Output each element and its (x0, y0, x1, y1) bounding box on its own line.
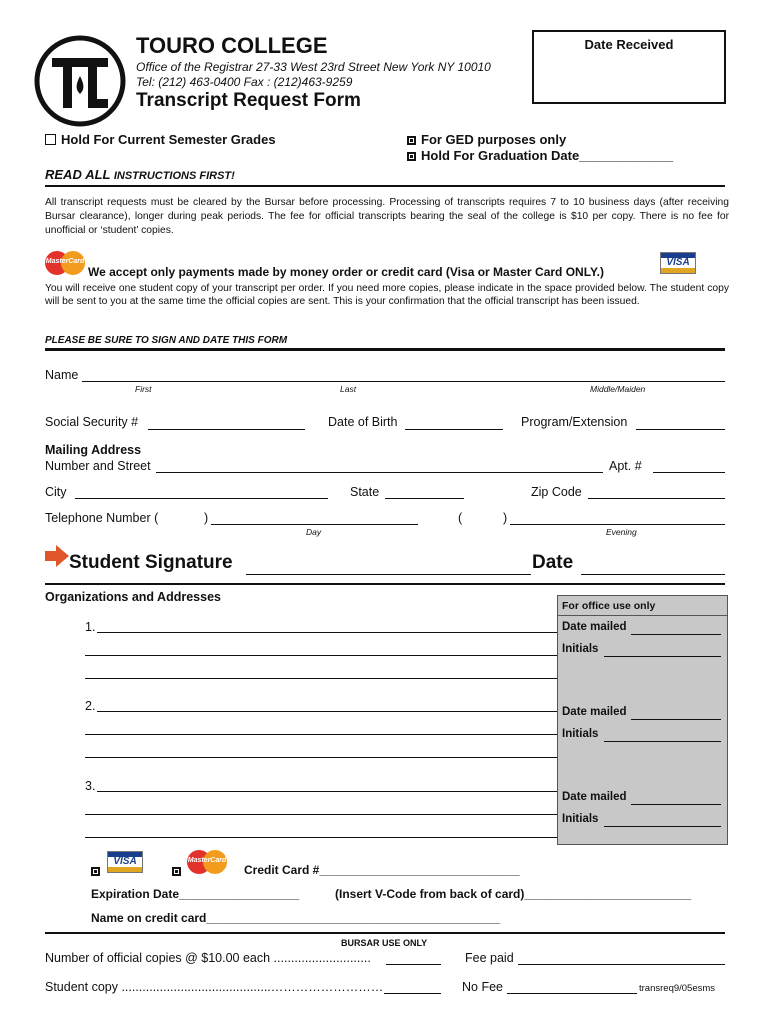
state-label: State (350, 485, 380, 499)
hold-graduation-checkbox[interactable] (407, 152, 416, 161)
fee-paid-input[interactable] (518, 964, 725, 965)
student-copy-input[interactable] (384, 993, 441, 994)
signature-rule (45, 583, 725, 585)
initials-2-label: Initials (562, 728, 599, 740)
ged-label: For GED purposes only (421, 132, 567, 147)
org-1-line-3[interactable] (85, 678, 557, 679)
heading-rest: INSTRUCTIONS FIRST! (113, 170, 235, 182)
dob-input[interactable] (405, 429, 503, 430)
org-2-line-2[interactable] (85, 734, 557, 735)
registrar-phone: Tel: (212) 463-0400 Fax : (212)463-9259 (136, 75, 353, 89)
heading-read: READ (45, 167, 82, 182)
last-name-caption: Last (340, 384, 357, 394)
instructions-heading (45, 167, 235, 182)
day-area-close: ) (204, 511, 209, 525)
signature-date-input[interactable] (581, 574, 725, 575)
visa-card-icon-text: VISA (113, 856, 137, 867)
mailing-address-heading: Mailing Address (45, 443, 142, 457)
ged-option[interactable] (407, 132, 566, 147)
signature-date-label: Date (532, 552, 574, 573)
evening-phone-input[interactable] (510, 524, 725, 525)
state-input[interactable] (385, 498, 464, 499)
office-use-divider (558, 615, 727, 616)
mastercard-card-icon-text: MasterCard (187, 857, 227, 864)
ssn-label: Social Security # (45, 415, 139, 429)
credit-card-number-field[interactable]: Credit Card #______________________________ (244, 863, 520, 877)
ssn-input[interactable] (148, 429, 305, 430)
city-input[interactable] (75, 498, 328, 499)
apt-label: Apt. # (609, 459, 642, 473)
vcode-field[interactable]: (Insert V-Code from back of card)_________________________ (335, 887, 692, 901)
student-copy-paragraph: You will receive one student copy of your transcript per order. If you need more copies, please indicate in the space provided below. The student copy will be sent to you at the same time the official copies are sent. This is your confirmation that the official transcript has been issued. (45, 283, 729, 307)
initials-1-input[interactable] (604, 656, 721, 657)
middle-name-caption: Middle/Maiden (590, 384, 646, 394)
street-label: Number and Street (45, 459, 151, 473)
college-logo (33, 34, 127, 133)
org-1-line-2[interactable] (85, 655, 557, 656)
street-input[interactable] (156, 472, 603, 473)
org-1-line-1[interactable] (97, 632, 557, 633)
date-mailed-3-input[interactable] (631, 804, 721, 805)
day-caption: Day (306, 527, 322, 537)
hold-grades-label: Hold For Current Semester Grades (61, 132, 276, 147)
mastercard-logo-text: MasterCard (45, 258, 85, 265)
dob-label: Date of Birth (328, 415, 398, 429)
org-3-line-2[interactable] (85, 814, 557, 815)
first-name-caption: First (135, 384, 152, 394)
hold-graduation-label: Hold For Graduation Date_____________ (421, 148, 674, 163)
form-code: transreq9/05esms (639, 983, 716, 994)
hold-grades-checkbox[interactable] (45, 134, 56, 145)
instructions-paragraph: All transcript requests must be cleared by the Bursar before processing. Processing of transcripts requires 7 to 10 business days (after receiving Bursar clearance), longer during peak periods. The fee for official transcripts bearing the seal of the college is $10 per copy. There is no fee for unofficial or ‘student’ copies. (45, 197, 729, 236)
sign-date-note: PLEASE BE SURE TO SIGN AND DATE THIS FORM (45, 335, 288, 346)
sign-note-rule (45, 348, 725, 351)
instructions-underline (45, 185, 725, 187)
name-on-card-field[interactable]: Name on credit card____________________________________________ (91, 911, 501, 925)
date-received-box (532, 30, 726, 104)
initials-1-label: Initials (562, 643, 599, 655)
office-use-box (557, 595, 728, 845)
visa-logo-text: VISA (666, 257, 690, 268)
signature-input[interactable] (246, 574, 531, 575)
initials-3-label: Initials (562, 813, 599, 825)
program-label: Program/Extension (521, 415, 628, 429)
evening-caption: Evening (606, 527, 637, 537)
bursar-rule (45, 932, 725, 934)
org-1-number: 1. (85, 620, 96, 634)
org-2-line-1[interactable] (97, 711, 557, 712)
date-mailed-2-input[interactable] (631, 719, 721, 720)
apt-input[interactable] (653, 472, 725, 473)
org-3-line-1[interactable] (97, 791, 557, 792)
zip-input[interactable] (588, 498, 725, 499)
date-mailed-1-label: Date mailed (562, 621, 627, 633)
program-input[interactable] (636, 429, 725, 430)
arrow-icon (45, 545, 69, 572)
mastercard-checkbox-box[interactable] (172, 867, 181, 876)
hold-grades-option[interactable] (45, 132, 276, 147)
no-fee-input[interactable] (507, 993, 637, 994)
office-use-title: For office use only (562, 600, 656, 612)
date-mailed-1-input[interactable] (631, 634, 721, 635)
date-mailed-3-label: Date mailed (562, 791, 627, 803)
payment-methods-notice: We accept only payments made by money order or credit card (Visa or Master Card ONLY.) (88, 265, 604, 279)
initials-3-input[interactable] (604, 826, 721, 827)
city-label: City (45, 485, 67, 499)
registrar-address: Office of the Registrar 27-33 West 23rd Street New York NY 10010 (136, 60, 491, 74)
date-mailed-2-label: Date mailed (562, 706, 627, 718)
official-copies-label: Number of official copies @ $10.00 each ............................ (45, 951, 371, 965)
no-fee-label: No Fee (462, 980, 503, 994)
fee-paid-label: Fee paid (465, 951, 514, 965)
zip-label: Zip Code (531, 485, 582, 499)
org-3-number: 3. (85, 779, 96, 793)
student-copy-label: Student copy ...........................................……………………… (45, 980, 384, 994)
visa-logo (660, 252, 696, 274)
name-label: Name (45, 368, 79, 382)
visa-checkbox[interactable] (91, 862, 105, 880)
bursar-heading: BURSAR USE ONLY (341, 938, 428, 948)
org-2-line-3[interactable] (85, 757, 557, 758)
evening-area-close: ) (503, 511, 508, 525)
hold-graduation-option[interactable] (407, 148, 673, 163)
evening-area-open: ( (458, 511, 463, 525)
college-name: TOURO COLLEGE (136, 33, 328, 58)
heading-all: ALL (85, 167, 111, 182)
name-input[interactable] (82, 381, 725, 382)
organizations-heading: Organizations and Addresses (45, 590, 221, 604)
mastercard-logo (45, 251, 85, 275)
mastercard-card-icon (187, 850, 227, 874)
expiration-date-field[interactable]: Expiration Date__________________ (91, 887, 300, 901)
mastercard-checkbox[interactable] (172, 862, 186, 880)
visa-checkbox-box[interactable] (91, 867, 100, 876)
telephone-label: Telephone Number ( (45, 511, 159, 525)
initials-2-input[interactable] (604, 741, 721, 742)
day-phone-input[interactable] (211, 524, 418, 525)
signature-label: Student Signature (69, 552, 233, 573)
date-received-label: Date Received (584, 37, 674, 52)
official-copies-input[interactable] (386, 964, 441, 965)
ged-checkbox[interactable] (407, 136, 416, 145)
org-2-number: 2. (85, 699, 96, 713)
form-title: Transcript Request Form (136, 90, 361, 111)
org-3-line-3[interactable] (85, 837, 557, 838)
visa-card-icon (107, 851, 143, 873)
